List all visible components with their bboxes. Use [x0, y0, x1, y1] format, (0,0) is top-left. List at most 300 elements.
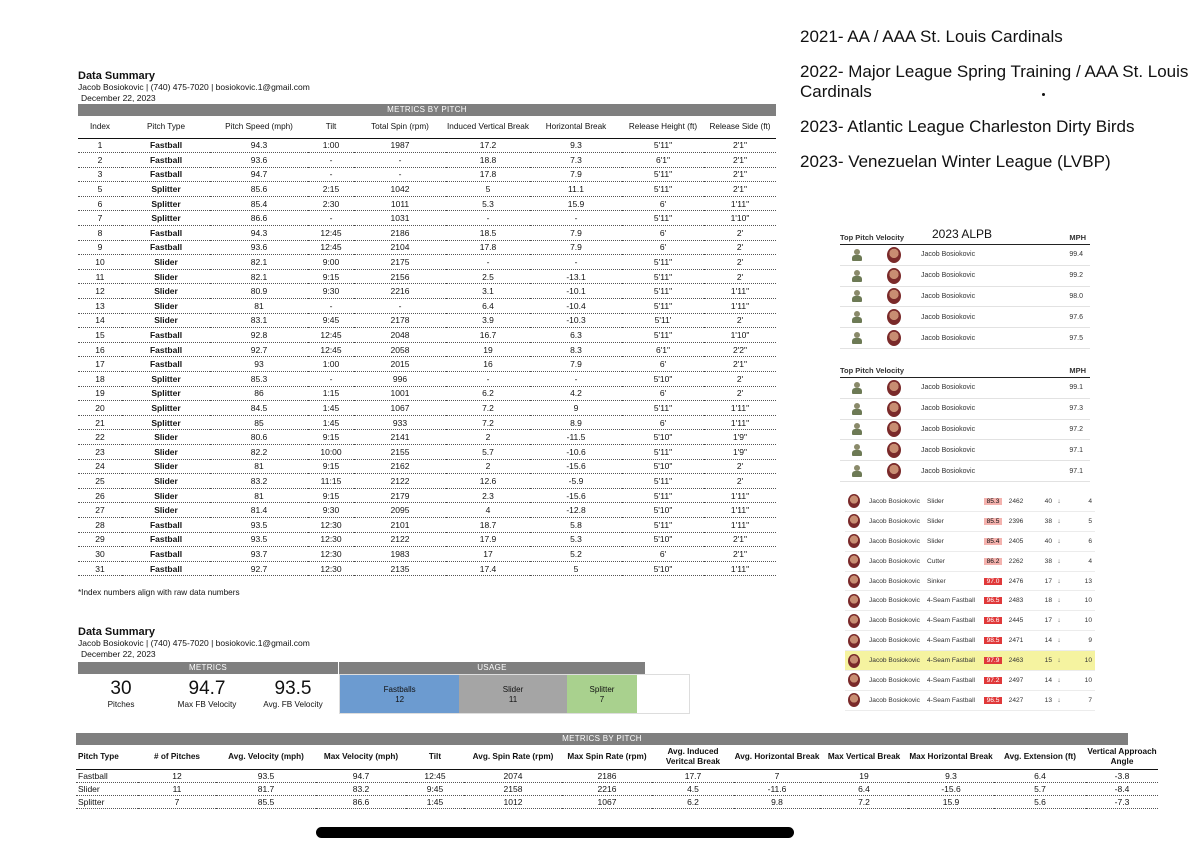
table-cell: - — [308, 167, 354, 182]
table-cell: 2216 — [354, 284, 446, 299]
table-row — [76, 782, 1158, 795]
pitch-type-cell: Fastball — [122, 167, 210, 182]
table-cell: 2' — [704, 313, 776, 328]
table-row — [78, 386, 776, 401]
table-cell: 85.3 — [210, 372, 308, 387]
table-cell: 9:30 — [308, 503, 354, 518]
pitch-type: Cutter — [927, 557, 945, 565]
table-cell: 5 — [530, 561, 622, 576]
down-arrow-icon: ↓ — [1057, 577, 1061, 585]
table-cell: 5'11" — [622, 167, 704, 182]
spin-rate: 2463 — [1008, 657, 1024, 665]
player-headshot-icon — [848, 634, 860, 648]
usage-count: 7 — [599, 695, 605, 704]
table-cell: 5'11" — [622, 444, 704, 459]
table-cell: 1'11" — [704, 196, 776, 211]
summary-date: December 22, 2023 — [81, 93, 156, 103]
table-cell: 6.4 — [820, 782, 908, 795]
table-cell: 3.1 — [446, 284, 530, 299]
player-name: Jacob Bosiokovic — [869, 537, 920, 545]
team-logo-icon — [851, 311, 863, 323]
column-header: Avg. Horizontal Break — [734, 745, 820, 769]
table-cell: 9:15 — [308, 459, 354, 474]
pitch-type-cell: Fastball — [122, 153, 210, 168]
leaderboard-title: Top Pitch Velocity — [840, 365, 905, 375]
player-headshot-icon — [887, 421, 901, 437]
pitch-log-row — [845, 532, 1095, 552]
table-row — [78, 342, 776, 357]
player-headshot-icon — [887, 247, 901, 263]
leaderboard-row — [840, 307, 1090, 328]
pitch-type: 4-Seam Fastball — [927, 676, 976, 684]
pitch-type-cell: Splitter — [122, 386, 210, 401]
averages-band: METRICS BY PITCH — [76, 733, 1128, 745]
player-headshot-icon — [848, 514, 860, 528]
table-cell: 2' — [704, 226, 776, 241]
player-name: Jacob Bosiokovic — [921, 384, 976, 392]
table-cell: 85.6 — [210, 182, 308, 197]
pitch-velocity: 97.0 — [984, 578, 1002, 585]
table-cell: 11 — [138, 782, 216, 795]
career-item: 2021- AA / AAA St. Louis Cardinals — [800, 27, 1063, 46]
table-cell: 2'1" — [704, 182, 776, 197]
usage-name: Fastballs — [383, 685, 416, 694]
table-cell: 2216 — [562, 782, 652, 795]
pitch-velocity: 97.2 — [984, 677, 1002, 684]
table-row — [78, 328, 776, 343]
pitch-type-cell: Splitter — [122, 401, 210, 416]
column-header: Index — [78, 116, 122, 138]
table-cell: 7.9 — [530, 357, 622, 372]
table-cell: 1'10" — [704, 211, 776, 226]
metrics-band: METRICS BY PITCH — [78, 104, 776, 116]
table-row — [78, 444, 776, 459]
angle-value: 38 — [1044, 557, 1052, 565]
table-cell: 2:15 — [308, 182, 354, 197]
career-history — [800, 27, 1190, 187]
table-cell: 81 — [210, 488, 308, 503]
table-header-row — [78, 116, 776, 138]
table-cell: - — [530, 372, 622, 387]
table-cell: 6.2 — [652, 795, 734, 808]
table-cell: 5'10" — [622, 372, 704, 387]
pitch-velocity: 85.3 — [984, 498, 1002, 505]
table-cell: 6 — [78, 196, 122, 211]
table-row — [78, 153, 776, 168]
table-cell: 30 — [78, 547, 122, 562]
player-headshot-icon — [887, 330, 901, 346]
table-cell: 93.5 — [216, 769, 316, 782]
table-row — [78, 459, 776, 474]
table-cell: 2'1" — [704, 153, 776, 168]
velocity-value: 99.4 — [1069, 251, 1083, 259]
table-body — [78, 138, 776, 576]
table-cell: 2' — [704, 474, 776, 489]
pitch-type-cell: Slider — [122, 488, 210, 503]
break-value: 13 — [1084, 577, 1092, 585]
spin-rate: 2462 — [1008, 497, 1024, 505]
table-cell: 5'11" — [622, 401, 704, 416]
leaderboard-row — [840, 440, 1090, 461]
table-cell: 19 — [446, 342, 530, 357]
table-cell: 1 — [78, 138, 122, 153]
table-cell: 9:45 — [308, 313, 354, 328]
table-cell: 2' — [704, 372, 776, 387]
table-cell: 7 — [734, 769, 820, 782]
table-cell: 5'11" — [622, 517, 704, 532]
table-cell: 1'11" — [704, 401, 776, 416]
kpi-label: Avg. FB Velocity — [263, 700, 323, 709]
table-cell: 5'11' — [622, 313, 704, 328]
table-cell: 5 — [446, 182, 530, 197]
contact-line: Jacob Bosiokovic | (740) 475-7020 | bosiokovic.1@gmail.com — [78, 82, 310, 92]
table-cell: 2162 — [354, 459, 446, 474]
break-value: 9 — [1088, 637, 1092, 645]
table-cell: 17.8 — [446, 167, 530, 182]
pitch-log-list — [845, 492, 1095, 711]
leaderboard-unit: MPH — [1069, 233, 1086, 242]
spin-rate: 2405 — [1008, 537, 1024, 545]
team-logo-icon — [851, 465, 863, 477]
pitch-type-cell: Fastball — [122, 561, 210, 576]
career-item: 2022- Major League Spring Training / AAA St. Louis Cardinals — [800, 62, 1189, 101]
usage-segment — [340, 675, 459, 713]
team-logo-icon — [851, 444, 863, 456]
table-cell: 2' — [704, 269, 776, 284]
pitch-type-cell: Fastball — [122, 328, 210, 343]
column-header: Avg. Extension (ft) — [994, 745, 1086, 769]
table-cell: 1'11" — [704, 488, 776, 503]
spin-rate: 2396 — [1008, 517, 1024, 525]
table-cell: 22 — [78, 430, 122, 445]
table-cell: 10 — [78, 255, 122, 270]
break-value: 7 — [1088, 696, 1092, 704]
footnote: *Index numbers align with raw data numbers — [78, 588, 240, 598]
table-cell: 93.6 — [210, 153, 308, 168]
table-cell: 18.7 — [446, 517, 530, 532]
column-header: Pitch Type — [122, 116, 210, 138]
leaderboard-row — [840, 399, 1090, 420]
pitch-type-cell: Fastball — [122, 532, 210, 547]
table-cell: 5'10" — [622, 503, 704, 518]
pitch-type-cell: Slider — [122, 430, 210, 445]
leaderboard-row — [840, 378, 1090, 399]
velocity-value: 97.6 — [1069, 313, 1083, 321]
table-header-row — [76, 745, 1158, 769]
table-cell: 5'11" — [622, 182, 704, 197]
table-cell: -15.6 — [908, 782, 994, 795]
pitch-type-cell: Splitter — [122, 415, 210, 430]
pitch-type-cell: Fastball — [122, 226, 210, 241]
column-header: Avg. Induced Veritcal Break — [652, 745, 734, 769]
table-row — [78, 240, 776, 255]
table-cell: -13.1 — [530, 269, 622, 284]
table-cell: 81.7 — [216, 782, 316, 795]
table-cell: 16 — [78, 342, 122, 357]
table-cell: 1012 — [464, 795, 562, 808]
pitch-type: 4-Seam Fastball — [927, 637, 976, 645]
team-logo-icon — [851, 270, 863, 282]
table-cell: 93.7 — [210, 547, 308, 562]
player-headshot-icon — [848, 614, 860, 628]
table-cell: 5.8 — [530, 517, 622, 532]
pitch-type-cell: Fastball — [122, 342, 210, 357]
scroll-indicator[interactable] — [316, 827, 794, 838]
table-cell: 2'1" — [704, 138, 776, 153]
break-value: 10 — [1084, 617, 1092, 625]
table-cell: 1'11" — [704, 517, 776, 532]
table-cell: 7.3 — [530, 153, 622, 168]
table-cell: 5'11" — [622, 211, 704, 226]
table-cell: 17.9 — [446, 532, 530, 547]
pitch-velocity: 96.5 — [984, 597, 1002, 604]
table-row — [78, 299, 776, 314]
table-cell: 83.2 — [316, 782, 406, 795]
pitch-type: Slider — [927, 497, 944, 505]
table-cell: 28 — [78, 517, 122, 532]
contact-line: Jacob Bosiokovic | (740) 475-7020 | bosiokovic.1@gmail.com — [78, 638, 310, 648]
pitch-type-cell: Splitter — [122, 372, 210, 387]
table-cell: 7 — [78, 211, 122, 226]
team-logo-icon — [851, 423, 863, 435]
table-cell: 2.5 — [446, 269, 530, 284]
table-cell: -11.5 — [530, 430, 622, 445]
table-cell: 12:30 — [308, 561, 354, 576]
table-cell: -11.6 — [734, 782, 820, 795]
table-cell: 12:45 — [308, 240, 354, 255]
stray-dot — [1042, 93, 1045, 96]
table-cell: 6' — [622, 357, 704, 372]
table-cell: 9:15 — [308, 430, 354, 445]
column-header: Vertical Approach Angle — [1086, 745, 1158, 769]
table-cell: 9.3 — [530, 138, 622, 153]
leaderboard-row — [840, 461, 1090, 482]
player-headshot-icon — [887, 401, 901, 417]
break-value: 10 — [1084, 597, 1092, 605]
table-cell: 2122 — [354, 474, 446, 489]
usage-panel — [339, 662, 689, 716]
table-cell: 11.1 — [530, 182, 622, 197]
pitch-log-row — [845, 572, 1095, 592]
kpi-label: Pitches — [107, 700, 135, 709]
player-name: Jacob Bosiokovic — [869, 696, 920, 704]
table-cell: 12:30 — [308, 532, 354, 547]
table-cell: -7.3 — [1086, 795, 1158, 808]
angle-value: 14 — [1044, 637, 1052, 645]
table-cell: 15 — [78, 328, 122, 343]
pitch-log-row — [845, 631, 1095, 651]
table-cell: 5.7 — [446, 444, 530, 459]
player-headshot-icon — [848, 554, 860, 568]
table-cell: 2101 — [354, 517, 446, 532]
table-cell: 1'11" — [704, 299, 776, 314]
table-cell: 27 — [78, 503, 122, 518]
player-name: Jacob Bosiokovic — [869, 676, 920, 684]
table-cell: 82.2 — [210, 444, 308, 459]
table-cell: 5.7 — [994, 782, 1086, 795]
table-cell: 17.2 — [446, 138, 530, 153]
player-name: Jacob Bosiokovic — [869, 617, 920, 625]
pitch-type: 4-Seam Fastball — [927, 597, 976, 605]
table-cell: 6'1" — [622, 342, 704, 357]
table-cell: 17 — [78, 357, 122, 372]
table-cell: 2 — [78, 153, 122, 168]
table-cell: 12:45 — [308, 226, 354, 241]
table-cell: 31 — [78, 561, 122, 576]
table-cell: 2186 — [562, 769, 652, 782]
table-row — [78, 474, 776, 489]
pitch-type-cell: Slider — [122, 503, 210, 518]
table-cell: -8.4 — [1086, 782, 1158, 795]
table-cell: - — [308, 153, 354, 168]
player-name: Jacob Bosiokovic — [921, 467, 976, 475]
kpi-tile — [78, 678, 164, 709]
pitch-metrics-summary — [78, 70, 778, 597]
pitch-velocity: 96.5 — [984, 697, 1002, 704]
player-headshot-icon — [848, 534, 860, 548]
leaderboard-row — [840, 287, 1090, 308]
break-value: 4 — [1088, 557, 1092, 565]
table-cell: 2'1" — [704, 532, 776, 547]
player-name: Jacob Bosiokovic — [921, 334, 976, 342]
spin-rate: 2483 — [1008, 597, 1024, 605]
table-cell: 6.4 — [994, 769, 1086, 782]
table-cell: 2095 — [354, 503, 446, 518]
table-cell: 1031 — [354, 211, 446, 226]
pitch-type: Slider — [927, 537, 944, 545]
table-cell: 4 — [446, 503, 530, 518]
kpi-tile — [250, 678, 336, 709]
table-cell: 81.4 — [210, 503, 308, 518]
spin-rate: 2262 — [1008, 557, 1024, 565]
table-cell: Splitter — [76, 795, 138, 808]
velocity-value: 97.1 — [1069, 446, 1083, 454]
table-cell: 17.8 — [446, 240, 530, 255]
table-cell: 18.5 — [446, 226, 530, 241]
pitch-type-cell: Slider — [122, 459, 210, 474]
table-cell: 2'1" — [704, 547, 776, 562]
player-headshot-icon — [887, 463, 901, 479]
table-cell: 2135 — [354, 561, 446, 576]
table-cell: 9:45 — [406, 782, 464, 795]
table-cell: 15.9 — [908, 795, 994, 808]
table-cell: 92.7 — [210, 342, 308, 357]
table-cell: 1042 — [354, 182, 446, 197]
table-cell: 9 — [530, 401, 622, 416]
table-row — [78, 415, 776, 430]
table-cell: 1983 — [354, 547, 446, 562]
table-cell: 8 — [78, 226, 122, 241]
table-cell: 2' — [704, 240, 776, 255]
summary-date: December 22, 2023 — [81, 649, 156, 659]
leaderboard-row — [840, 328, 1090, 349]
table-cell: 1'9" — [704, 430, 776, 445]
table-cell: 12:45 — [406, 769, 464, 782]
table-cell: 83.2 — [210, 474, 308, 489]
pitch-type: 4-Seam Fastball — [927, 657, 976, 665]
table-cell: 93 — [210, 357, 308, 372]
table-row — [78, 488, 776, 503]
column-header: Tilt — [308, 116, 354, 138]
table-cell: 4.2 — [530, 386, 622, 401]
table-row — [76, 769, 1158, 782]
metrics-band: METRICS — [78, 662, 338, 674]
table-cell: 94.3 — [210, 226, 308, 241]
leaderboard-row — [840, 266, 1090, 287]
table-cell: 12:30 — [308, 547, 354, 562]
down-arrow-icon: ↓ — [1057, 637, 1061, 645]
table-cell: 2179 — [354, 488, 446, 503]
player-name: Jacob Bosiokovic — [869, 597, 920, 605]
table-cell: 1'11" — [704, 415, 776, 430]
break-value: 10 — [1084, 657, 1092, 665]
pitch-velocity: 97.9 — [984, 657, 1002, 664]
table-cell: - — [354, 167, 446, 182]
player-name: Jacob Bosiokovic — [921, 251, 976, 259]
table-cell: 83.1 — [210, 313, 308, 328]
table-cell: 1:00 — [308, 357, 354, 372]
angle-value: 14 — [1044, 676, 1052, 684]
usage-name: Slider — [502, 685, 524, 694]
column-header: Horizontal Break — [530, 116, 622, 138]
column-header: Max Vertical Break — [820, 745, 908, 769]
table-cell: 2'1" — [704, 167, 776, 182]
table-cell: 5'11" — [622, 255, 704, 270]
table-cell: 1:45 — [406, 795, 464, 808]
pitch-type-cell: Slider — [122, 255, 210, 270]
angle-value: 13 — [1044, 696, 1052, 704]
angle-value: 18 — [1044, 597, 1052, 605]
table-cell: 5'10" — [622, 459, 704, 474]
leaderboard-header — [840, 361, 1090, 378]
table-cell: -10.1 — [530, 284, 622, 299]
player-name: Jacob Bosiokovic — [869, 517, 920, 525]
table-cell: 1:45 — [308, 415, 354, 430]
column-header: Release Side (ft) — [704, 116, 776, 138]
velocity-value: 99.1 — [1069, 384, 1083, 392]
pitch-log-row — [845, 691, 1095, 711]
leaderboard-unit: MPH — [1069, 365, 1086, 375]
table-cell: 9:00 — [308, 255, 354, 270]
player-headshot-icon — [848, 693, 860, 707]
table-cell: - — [354, 153, 446, 168]
break-value: 6 — [1088, 537, 1092, 545]
table-cell: 1'10" — [704, 328, 776, 343]
table-cell: 12:30 — [308, 517, 354, 532]
table-cell: -12.8 — [530, 503, 622, 518]
player-headshot-icon — [887, 288, 901, 304]
metrics-panel — [78, 662, 338, 716]
usage-count: 12 — [395, 695, 405, 704]
down-arrow-icon: ↓ — [1057, 676, 1061, 684]
player-headshot-icon — [887, 380, 901, 396]
spin-rate: 2476 — [1008, 577, 1024, 585]
table-cell: 2158 — [464, 782, 562, 795]
table-cell: 25 — [78, 474, 122, 489]
table-cell: 85.5 — [216, 795, 316, 808]
career-item: 2023- Atlantic League Charleston Dirty Birds — [800, 117, 1135, 136]
table-cell: - — [308, 299, 354, 314]
column-header: # of Pitches — [138, 745, 216, 769]
table-cell: -15.6 — [530, 488, 622, 503]
table-row — [78, 430, 776, 445]
pitch-type: 4-Seam Fastball — [927, 617, 976, 625]
table-cell: -10.4 — [530, 299, 622, 314]
down-arrow-icon: ↓ — [1057, 497, 1061, 505]
table-cell: 5'11" — [622, 138, 704, 153]
pitch-type-cell: Fastball — [122, 547, 210, 562]
summary-title: Data Summary — [78, 626, 156, 638]
